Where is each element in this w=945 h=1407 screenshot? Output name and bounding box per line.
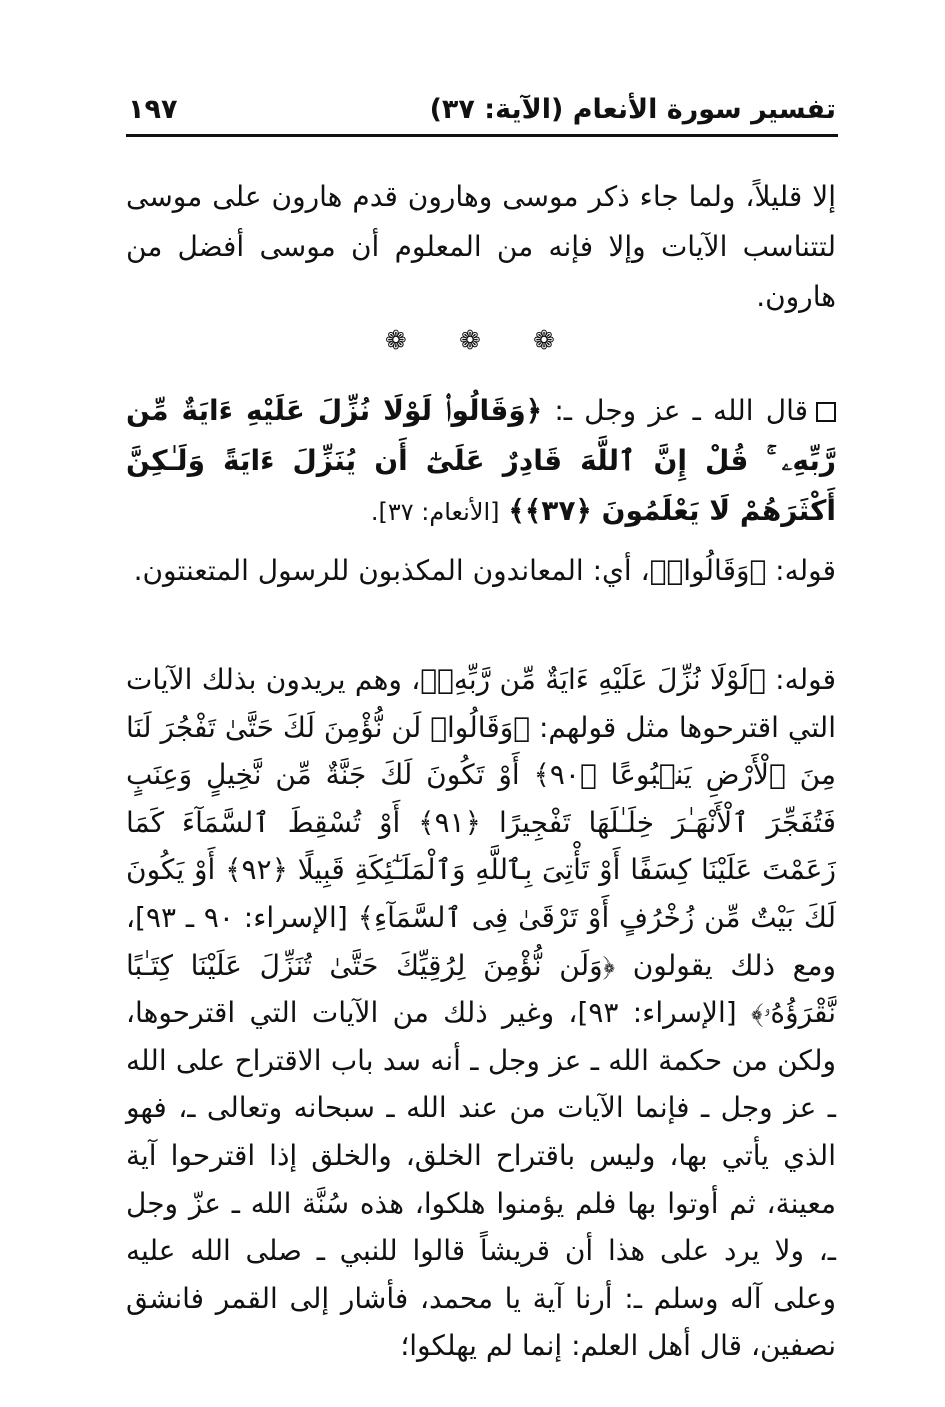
paragraph-text: إلا قليلاً، ولما جاء ذكر موسى وهارون قدم هارون على موسى لتتناسب الآيات وإلا فإنه من المعلوم أن موسى أفضل من هارون.: [126, 180, 836, 313]
square-bullet-icon: [816, 402, 836, 422]
verse-text-container: [126, 386, 836, 537]
header-rule: [126, 134, 838, 137]
verse-intro: قال الله ـ عز وجل ـ:: [554, 394, 808, 427]
paragraph-text: قوله: ﴿وَقَالُوا۟﴾، أي: المعاندون المكذبون للرسول المتعنتون.: [133, 554, 836, 587]
commentary-paragraph-1: [126, 546, 836, 596]
verse-paragraph: [126, 386, 836, 537]
quran-verse: ﴿وَقَالُوا۟ لَوْلَا نُزِّلَ عَلَيْهِ ءَايَةٌ مِّن رَّبِّهِۦ ۚ قُلْ إِنَّ ٱللَّهَ قَادِرٌ عَلَىٰٓ أَن يُنَزِّلَ ءَايَةً وَلَـٰكِنَّ أَكْثَرَهُمْ لَا يَعْلَمُونَ ﴿٣٧﴾﴾: [126, 394, 836, 527]
commentary-paragraph-2: [126, 656, 836, 1370]
header-title: تفسير سورة الأنعام (الآية: ٣٧): [429, 94, 836, 125]
section-separator: ❁ ❁ ❁: [385, 326, 577, 356]
paragraph-text: قوله: ﴿لَوْلَا نُزِّلَ عَلَيْهِ ءَايَةٌ مِّن رَّبِّهِۦ﴾، وهم يريدون بذلك الآيات التي اقترحوها مثل قولهم: ﴿وَقَالُوا۟ لَن نُّؤْمِنَ لَكَ حَتَّىٰ تَفْجُرَ لَنَا مِنَ ٱلْأَرْضِ يَنۢبُوعًا ﴿٩٠﴾ أَوْ تَكُونَ لَكَ جَنَّةٌ مِّن نَّخِيلٍ وَعِنَبٍ فَتُفَجِّرَ ٱلْأَنْهَـٰرَ خِلَـٰلَهَا تَفْجِيرًا ﴿٩١﴾ أَوْ تُسْقِطَ ٱلسَّمَآءَ كَمَا زَعَمْتَ عَلَيْنَا كِسَفًا أَوْ تَأْتِىَ بِٱللَّهِ وَٱلْمَلَـٰٓئِكَةِ قَبِيلًا ﴿٩٢﴾ أَوْ يَكُونَ لَكَ بَيْتٌ مِّن زُخْرُفٍ أَوْ تَرْقَىٰ فِى ٱلسَّمَآءِ﴾ [الإسراء: ٩٠ ـ ٩٣]، ومع ذلك يقولون ﴿وَلَن نُّؤْمِنَ لِرُقِيِّكَ حَتَّىٰ تُنَزِّلَ عَلَيْنَا كِتَـٰبًا نَّقْرَؤُهُۥ﴾ [الإسراء: ٩٣]، وغير ذلك من الآيات التي اقترحوها، ولكن من حكمة الله ـ عز وجل ـ أنه سد باب الاقتراح على الله ـ عز وجل ـ فإنما الآيات من عند الله ـ سبحانه وتعالى ـ، فهو الذي يأتي بها، وليس باقتراح الخلق، والخلق إذا اقترحوا آية معينة، ثم أوتوا بها فلم يؤمنوا هلكوا، هذه سُنَّة الله ـ عزّ وجل ـ، ولا يرد على هذا أن قريشاً قالوا للنبي ـ صلى الله عليه وعلى آله وسلم ـ: أرنا آية يا محمد، فأشار إلى القمر فانشق نصفين، قال أهل العلم: إنما لم يهلكوا؛: [126, 663, 837, 1363]
page-number: ١٩٧: [128, 94, 178, 125]
verse-reference: [الأنعام: ٣٧].: [370, 498, 500, 526]
paragraph-intro: [126, 172, 836, 322]
running-header: [128, 88, 836, 128]
